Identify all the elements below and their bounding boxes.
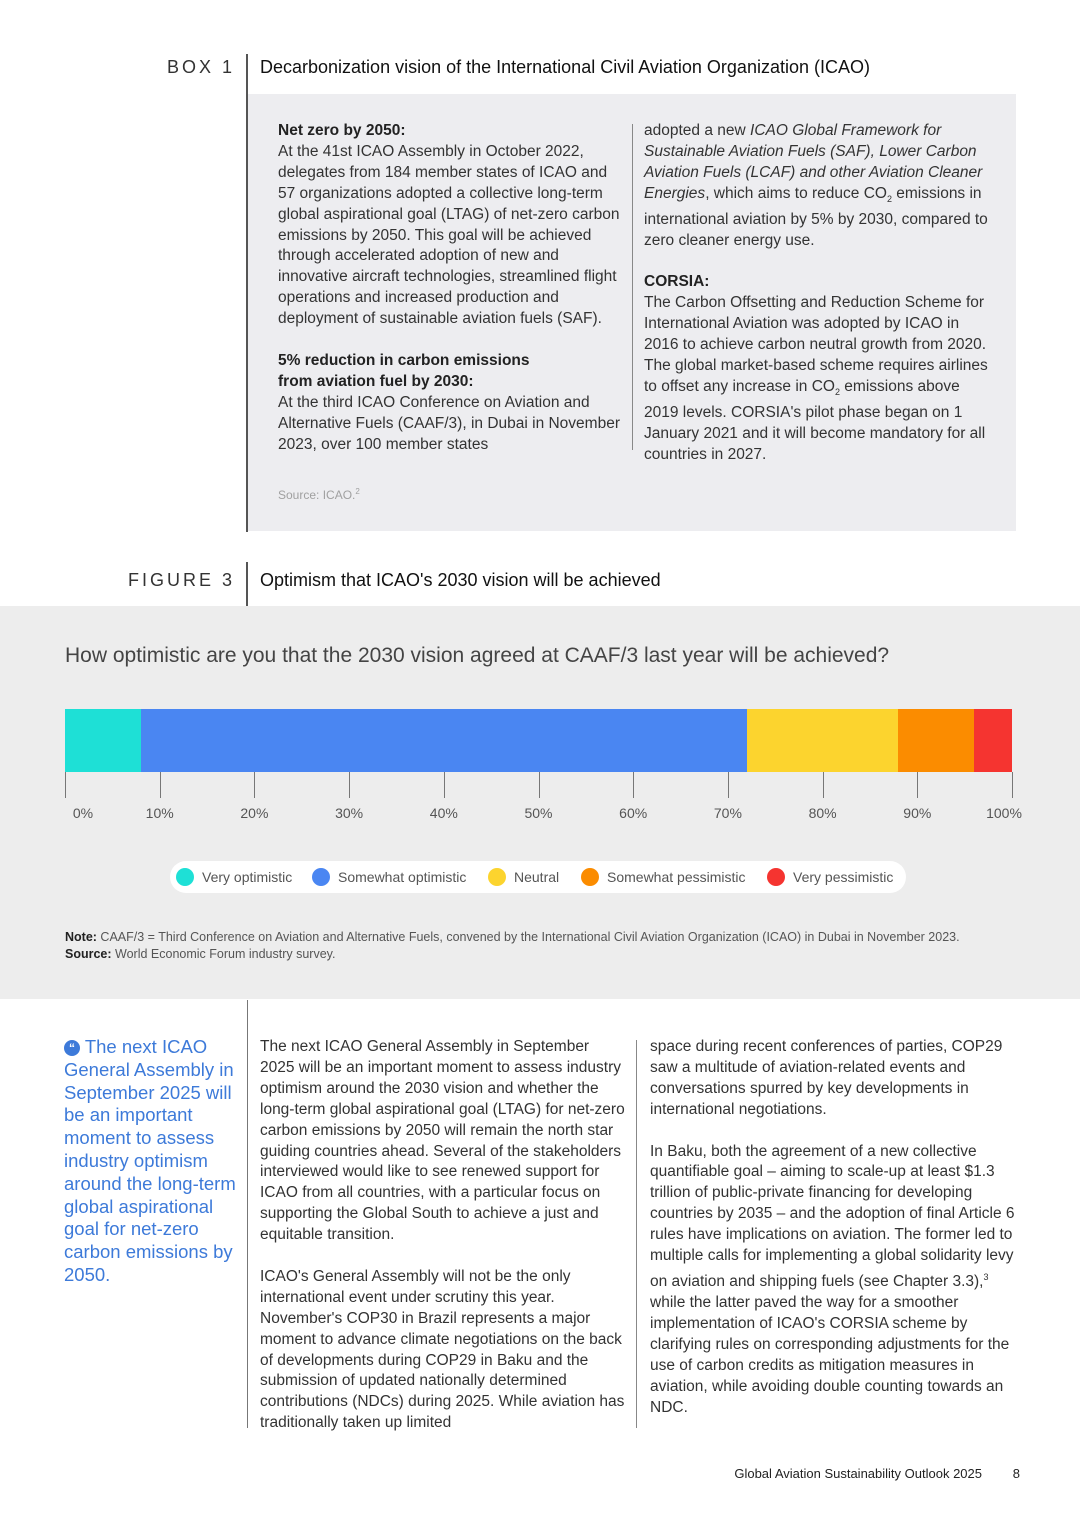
legend-swatch-neutral	[488, 868, 506, 886]
source-label: Source:	[65, 947, 112, 961]
pull-quote-text: The next ICAO General Assembly in September 2025 will be an important moment to assess industry optimism around the long-term global aspirational goal for net-zero carbon emissions by 2050.	[64, 1036, 236, 1285]
axis-tick-label: 70%	[713, 805, 742, 821]
body-column-2	[650, 1037, 1015, 1439]
axis-tick	[444, 772, 445, 798]
legend-item-neutral	[488, 861, 559, 893]
axis-tick	[917, 772, 918, 798]
axis-tick	[633, 772, 634, 798]
body-column-1	[260, 1037, 625, 1455]
box-text-framework-c: emissions in international aviation by 5% by 2030, compared to zero cleaner energy use.	[644, 184, 988, 249]
legend-label-somewhat-pessimistic: Somewhat pessimistic	[607, 869, 746, 885]
axis-tick	[728, 772, 729, 798]
axis-tick-label: 10%	[145, 805, 174, 821]
box-heading-reduction-2: from aviation fuel by 2030:	[278, 372, 474, 390]
figure-title: Optimism that ICAO's 2030 vision will be achieved	[260, 570, 661, 590]
axis-tick	[823, 772, 824, 798]
legend-swatch-somewhat-optimistic	[312, 868, 330, 886]
body-paragraph: ICAO's General Assembly will not be the only international event under scrutiny this year. November's COP30 in Brazil represents a major moment to advance climate negotiations on the back of developments during COP29 in Baku and the submission of updated nationally determined contributions (NDCs) during 2025. While aviation has traditionally taken up limited	[260, 1267, 625, 1432]
body-text-baku-sup: 3	[983, 1271, 989, 1282]
box-source-text: Source: ICAO.	[278, 488, 356, 502]
bar-segment-very-optimistic	[65, 709, 141, 772]
legend-item-somewhat-optimistic	[312, 861, 466, 893]
axis-tick-label: 60%	[619, 805, 648, 821]
legend-label-neutral: Neutral	[514, 869, 560, 885]
axis-tick-label: 50%	[524, 805, 553, 821]
box-text-corsia-b: emissions above 2019 levels. CORSIA's pilot phase began on 1 January 2021 and it will become mandatory for all countries in 2027.	[644, 377, 986, 463]
body-paragraph: space during recent conferences of parties, COP29 saw a multitude of aviation-related events and conversations spurred by key developments in international negotiations.	[650, 1038, 1003, 1118]
footer-title: Global Aviation Sustainability Outlook 2025	[734, 1466, 982, 1481]
body-paragraph: The next ICAO General Assembly in September 2025 will be an important moment to assess industry optimism around the 2030 vision and whether the long-term global aspirational goal (LTAG) for net-zero carbon emissions by 2050 will remain the north star guiding countries ahead. Several of the stakeholders interviewed would like to see renewed support for ICAO from all countries, with a particular focus on supporting the Global South to achieve a just and equitable transition.	[260, 1038, 625, 1244]
axis-tick-label: 40%	[429, 805, 458, 821]
axis-tick-label: 90%	[903, 805, 932, 821]
axis-tick-label: 20%	[240, 805, 269, 821]
box-text-corsia-sub: 2	[834, 387, 840, 398]
bar-segment-somewhat-pessimistic	[898, 709, 974, 772]
page-number: 8	[1012, 1466, 1020, 1481]
note-text: CAAF/3 = Third Conference on Aviation and Alternative Fuels, convened by the International Civil Aviation Organization (ICAO) in Dubai in November 2023.	[96, 930, 960, 944]
axis-tick	[349, 772, 350, 798]
box-label: BOX 1	[166, 57, 235, 77]
pull-quote	[64, 1036, 242, 1287]
box-text-framework-sub: 2	[886, 193, 892, 204]
box-text-framework-b: , which aims to reduce CO	[705, 184, 887, 202]
legend-item-very-pessimistic	[767, 861, 893, 893]
legend-label-somewhat-optimistic: Somewhat optimistic	[338, 869, 467, 885]
quote-icon: “	[64, 1040, 80, 1056]
bar-segment-neutral	[747, 709, 899, 772]
box-left-column	[278, 121, 623, 476]
body-text-baku-a: In Baku, both the agreement of a new collective quantifiable goal – aiming to scale-up at least $1.3 trillion of public-private financing for developing countries by 2035 – and the adoption of final Article 6 rules have implications on aviation. The former led to multiple calls for implementing a global solidarity levy on aviation and shipping fuels (see Chapter 3.3),	[650, 1142, 1015, 1291]
box-text-corsia-a: The Carbon Offsetting and Reduction Scheme for International Aviation was adopted by ICAO in 2016 to achieve carbon neutral growth from 2020. The global market-based scheme requires airlines to offset any increase in CO	[644, 294, 988, 395]
box-text-framework-italic: ICAO Global Framework for Sustainable Aviation Fuels (SAF), Lower Carbon Aviation Fuels (LCAF) and other Aviation Cleaner Energies	[644, 122, 983, 202]
legend-swatch-very-optimistic	[176, 868, 194, 886]
box-right-column	[644, 121, 989, 487]
box-heading-corsia: CORSIA:	[644, 273, 710, 291]
body-column-rule	[636, 1040, 637, 1428]
legend-swatch-very-pessimistic	[767, 868, 785, 886]
legend-label-very-pessimistic: Very pessimistic	[793, 869, 894, 885]
bar-segment-somewhat-optimistic	[141, 709, 747, 772]
source-text: World Economic Forum industry survey.	[111, 947, 336, 961]
box-source	[278, 487, 360, 502]
box-heading-reduction-1: 5% reduction in carbon emissions	[278, 351, 530, 369]
axis-tick-label: 30%	[335, 805, 364, 821]
box-heading-net-zero: Net zero by 2050:	[278, 122, 406, 139]
body-text-baku-b: while the latter paved the way for a smoother implementation of ICAO's CORSIA scheme by clarifying rules on corresponding adjustments for the use of carbon credits as mitigation measures in aviation, while avoiding double counting towards an NDC.	[650, 1294, 1010, 1416]
axis-tick	[539, 772, 540, 798]
note-label: Note:	[65, 930, 97, 944]
figure-note	[65, 929, 1025, 963]
box-source-sup: 2	[355, 487, 360, 496]
legend-item-very-optimistic	[176, 861, 292, 893]
body-paragraph	[650, 1142, 1015, 1419]
axis-tick-label: 80%	[808, 805, 837, 821]
box-column-rule	[632, 124, 633, 450]
axis-tick-label: 0%	[72, 805, 94, 821]
axis-tick	[1012, 772, 1013, 798]
figure-label: FIGURE 3	[127, 570, 235, 590]
axis-tick	[254, 772, 255, 798]
axis-tick	[65, 772, 66, 798]
box-title: Decarbonization vision of the International Civil Aviation Organization (ICAO)	[260, 57, 870, 77]
legend-label-very-optimistic: Very optimistic	[202, 869, 293, 885]
box-text-framework-a: adopted a new	[644, 122, 751, 139]
chart-question: How optimistic are you that the 2030 vision agreed at CAAF/3 last year will be achieved?	[65, 644, 890, 667]
chart-legend	[170, 861, 906, 893]
axis-tick	[160, 772, 161, 798]
bar-segment-very-pessimistic	[974, 709, 1012, 772]
figure-divider-rule	[246, 562, 248, 606]
box-text-reduction: At the third ICAO Conference on Aviation and Alternative Fuels (CAAF/3), in Dubai in November 2023, over 100 member states	[278, 393, 620, 453]
body-left-rule	[247, 1000, 248, 1428]
legend-item-somewhat-pessimistic	[581, 861, 746, 893]
box-text-net-zero: At the 41st ICAO Assembly in October 2022, delegates from 184 member states of ICAO and 57 organizations adopted a collective long-term global aspirational goal (LTAG) of net-zero carbon emissions by 2050. This goal will be achieved through accelerated adoption of new and innovative aircraft technologies, streamlined flight operations and increased production and deployment of sustainable aviation fuels (SAF).	[278, 142, 620, 328]
axis-tick-label: 100%	[986, 805, 1022, 821]
legend-swatch-somewhat-pessimistic	[581, 868, 599, 886]
